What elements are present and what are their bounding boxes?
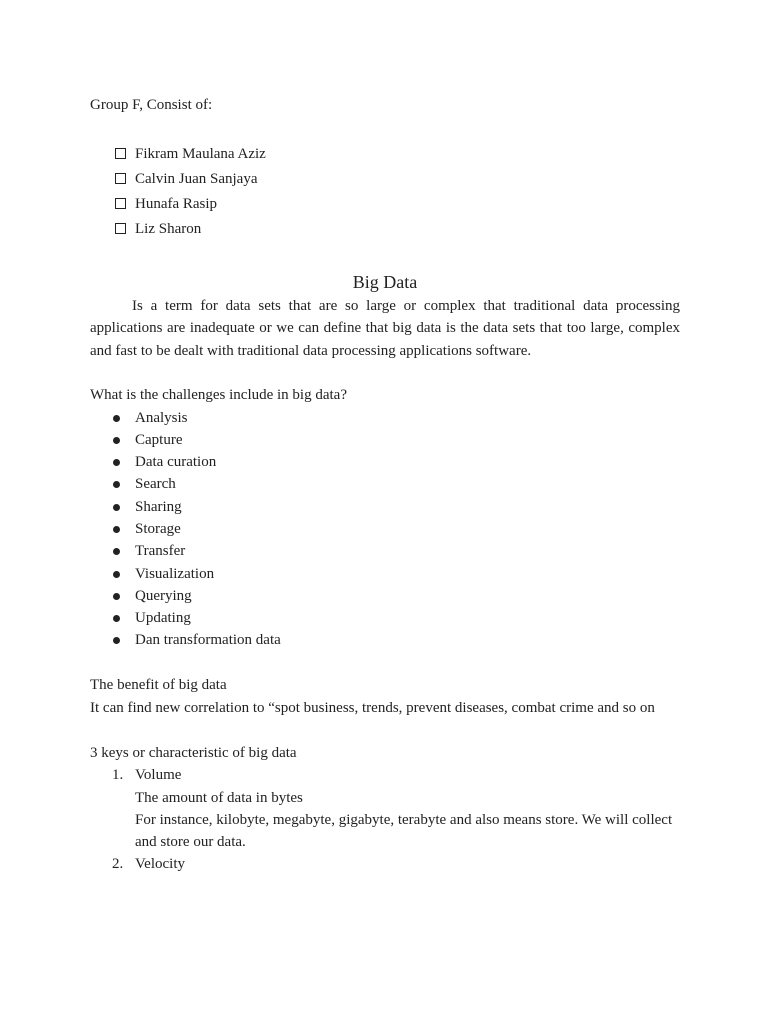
benefit-text: It can find new correlation to “spot business, trends, prevent diseases, combat crime and so on xyxy=(90,700,655,717)
item-description: The amount of data in bytes xyxy=(135,789,303,806)
checkbox-icon[interactable] xyxy=(115,198,126,209)
list-item-text: Querying xyxy=(135,587,192,604)
bullet-icon xyxy=(113,481,120,488)
checkbox-icon[interactable] xyxy=(115,148,126,159)
list-item-text: Search xyxy=(135,476,176,493)
group-heading: Group F, Consist of: xyxy=(90,97,213,113)
member-item xyxy=(90,192,680,217)
bullet-icon xyxy=(113,504,120,511)
bullet-icon xyxy=(113,548,120,555)
item-number: 1. xyxy=(112,767,124,784)
list-item xyxy=(90,407,680,429)
list-item-text: Data curation xyxy=(135,454,217,471)
bullet-icon xyxy=(113,593,120,600)
item-label: Velocity xyxy=(135,856,185,873)
list-item xyxy=(90,629,680,651)
document-page xyxy=(90,94,680,876)
challenges-list xyxy=(90,407,680,652)
bullet-icon xyxy=(113,571,120,578)
list-item xyxy=(90,518,680,540)
section-title: Big Data xyxy=(352,271,418,292)
list-item xyxy=(90,607,680,629)
list-item xyxy=(90,585,680,607)
bullet-icon xyxy=(113,637,120,644)
list-item-text: Updating xyxy=(135,610,191,627)
checkbox-icon[interactable] xyxy=(115,223,126,234)
member-name: Hunafa Rasip xyxy=(135,195,218,212)
list-item-text: Visualization xyxy=(135,565,215,582)
item-label: Volume xyxy=(135,767,182,784)
list-item xyxy=(90,563,680,585)
bullet-icon xyxy=(113,459,120,466)
member-item xyxy=(90,142,680,167)
list-item-text: Storage xyxy=(135,520,181,537)
bullet-icon xyxy=(113,615,120,622)
bullet-icon xyxy=(113,415,120,422)
list-item xyxy=(90,496,680,518)
checkbox-icon[interactable] xyxy=(115,173,126,184)
member-name: Calvin Juan Sanjaya xyxy=(135,170,258,187)
item-number: 2. xyxy=(112,856,124,873)
list-item-text: Capture xyxy=(135,431,183,448)
member-item xyxy=(90,217,680,242)
list-item-text: Transfer xyxy=(135,543,186,560)
member-item xyxy=(90,167,680,192)
list-item xyxy=(90,429,680,451)
member-name: Fikram Maulana Aziz xyxy=(135,145,266,162)
list-item xyxy=(90,540,680,562)
list-item-text: Analysis xyxy=(135,409,188,426)
list-item xyxy=(90,451,680,473)
list-item xyxy=(90,473,680,495)
list-item-text: Dan transformation data xyxy=(135,632,281,649)
item-detail: For instance, kilobyte, megabyte, gigabyte, terabyte and also means store. We will collect and store our data. xyxy=(135,811,673,851)
keys-heading: 3 keys or characteristic of big data xyxy=(90,744,297,761)
intro-text: Is a term for data sets that are so large or complex that traditional data processing applications are inadequate or we can define that big data is the data sets that too large, complex and fast to be dealt with traditional data processing applications software. xyxy=(90,297,680,359)
challenges-question: What is the challenges include in big data? xyxy=(90,387,347,403)
bullet-icon xyxy=(113,437,120,444)
member-name: Liz Sharon xyxy=(135,220,202,237)
numbered-item xyxy=(90,764,680,853)
intro-paragraph xyxy=(90,295,680,363)
bullet-icon xyxy=(113,526,120,533)
numbered-item xyxy=(90,853,680,875)
benefit-heading: The benefit of big data xyxy=(90,676,227,693)
list-item-text: Sharing xyxy=(135,498,182,515)
member-checklist xyxy=(90,142,680,242)
